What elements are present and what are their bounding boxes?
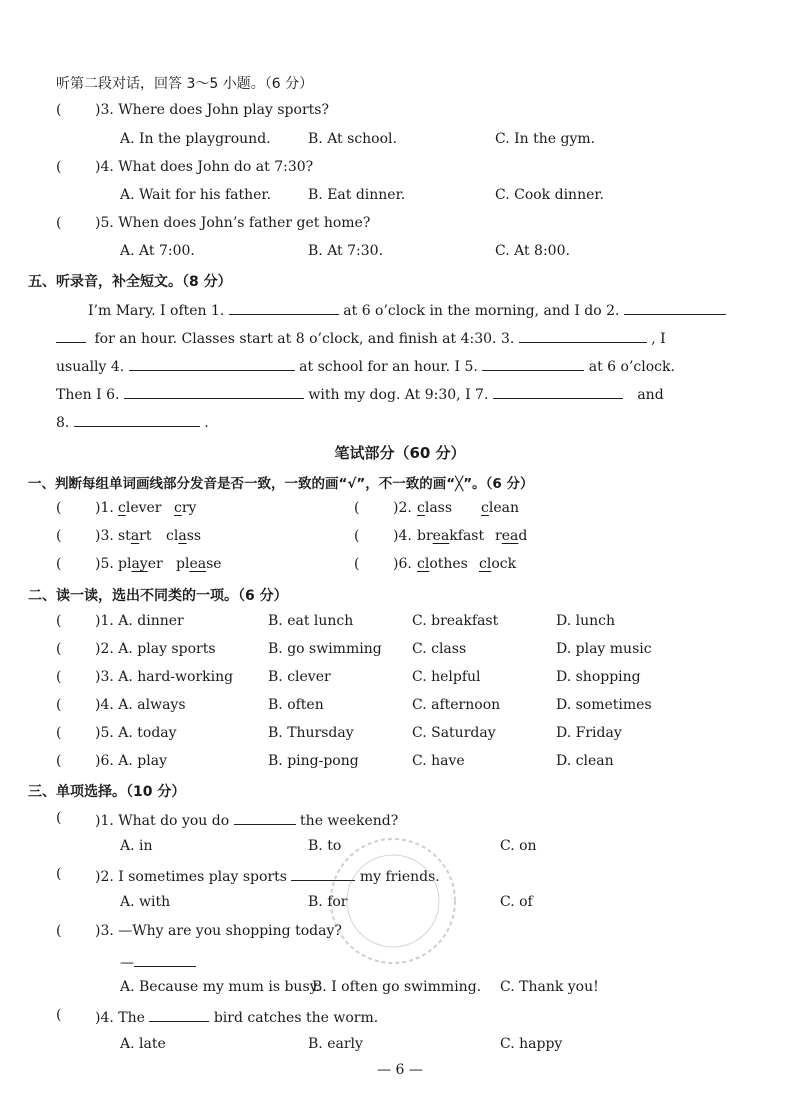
blank-8[interactable] <box>74 412 200 427</box>
passage-l2a: for an hour. Classes start at 8 o’clock, and finish at 4:30. 3. <box>94 331 515 347</box>
listening-part2-intro: 听第二段对话，回答 3～5 小题。（6 分） <box>56 76 314 92</box>
choice-q1-a: A. in <box>120 838 153 854</box>
classify-4-c: C. afternoon <box>412 697 501 713</box>
paren-l3: ( <box>56 102 62 118</box>
phonics-word-5a: player <box>118 556 163 572</box>
choice-q3-a: A. Because my mum is busy. <box>120 979 321 995</box>
passage-l3c: at 6 o’clock. <box>588 359 675 375</box>
blank-6[interactable] <box>124 384 304 399</box>
listening-q4-a: A. Wait for his father. <box>120 187 272 203</box>
choice-q4-blank[interactable] <box>149 1007 209 1022</box>
choice-q4: )4. The bird catches the worm. <box>95 1007 378 1026</box>
classify-2-b: B. go swimming <box>268 641 382 657</box>
blank-2-cont[interactable] <box>56 328 86 343</box>
passage-line1 <box>88 300 726 319</box>
passage-line2 <box>56 328 666 347</box>
classify-4-a: )4. A. always <box>95 697 186 713</box>
passage-line4 <box>56 384 664 403</box>
passage-l2b: , I <box>651 331 666 347</box>
listening-q4-b: B. Eat dinner. <box>308 187 406 203</box>
passage-l5a: 8. <box>56 415 70 431</box>
phonics-word-4b: read <box>495 528 528 544</box>
choice-q4-c: C. happy <box>500 1036 563 1052</box>
listening-q4: )4. What does John do at 7:30? <box>95 159 314 175</box>
classify-1-a: )1. A. dinner <box>95 613 184 629</box>
paren-l4: ( <box>56 159 62 175</box>
classify-1-c: C. breakfast <box>412 613 499 629</box>
classify-1-d: D. lunch <box>556 613 615 629</box>
phonics-num-1: )1. <box>95 500 114 516</box>
classify-3-b: B. clever <box>268 669 331 685</box>
watermark-stamp <box>318 826 468 976</box>
phonics-word-3b: class <box>166 528 202 544</box>
written-part-title: 笔试部分（60 分） <box>334 444 466 462</box>
paren-c6: ( <box>56 753 62 769</box>
classify-6-d: D. clean <box>556 753 614 769</box>
classify-6-b: B. ping-pong <box>268 753 359 769</box>
listening-q3-a: A. In the playground. <box>120 131 271 147</box>
paren-s2: ( <box>56 866 62 882</box>
page-number: — 6 — <box>377 1062 423 1078</box>
phonics-word-6a: clothes <box>417 556 468 572</box>
paren-p4: ( <box>354 528 360 544</box>
phonics-word-3a: start <box>118 528 152 544</box>
choice-q2-a: A. with <box>120 894 171 910</box>
classify-2-c: C. class <box>412 641 467 657</box>
paren-c3: ( <box>56 669 62 685</box>
classify-6-a: )6. A. play <box>95 753 167 769</box>
phonics-word-2a: class <box>417 500 453 516</box>
passage-l4c: and <box>637 387 664 403</box>
phonics-num-5: )5. <box>95 556 114 572</box>
passage-line3 <box>56 356 675 375</box>
classify-2-d: D. play music <box>556 641 652 657</box>
paren-c2: ( <box>56 641 62 657</box>
section5-title: 五、听录音，补全短文。（8 分） <box>28 274 232 290</box>
passage-l4b: with my dog. At 9:30, I 7. <box>308 387 489 403</box>
listening-q5-b: B. At 7:30. <box>308 243 384 259</box>
choice-q4-b: B. early <box>308 1036 363 1052</box>
paren-p1: ( <box>56 500 62 516</box>
paren-c5: ( <box>56 725 62 741</box>
paren-s4: ( <box>56 1007 62 1023</box>
choice-q4-a: A. late <box>120 1036 166 1052</box>
passage-l1a: I’m Mary. I often 1. <box>88 303 225 319</box>
classify-1-b: B. eat lunch <box>268 613 354 629</box>
blank-4[interactable] <box>129 356 295 371</box>
phonics-num-2: )2. <box>393 500 412 516</box>
phonics-word-1b: cry <box>174 500 197 516</box>
listening-q5: )5. When does John’s father get home? <box>95 215 371 231</box>
listening-q3: )3. Where does John play sports? <box>95 102 329 118</box>
paren-c1: ( <box>56 613 62 629</box>
paren-p2: ( <box>354 500 360 516</box>
phonics-word-4a: breakfast <box>417 528 485 544</box>
paren-p3: ( <box>56 528 62 544</box>
listening-q3-c: C. In the gym. <box>495 131 596 147</box>
blank-5[interactable] <box>482 356 584 371</box>
classify-5-d: D. Friday <box>556 725 622 741</box>
passage-l1b: at 6 o’clock in the morning, and I do 2. <box>343 303 620 319</box>
section1-title: 一、判断每组单词画线部分发音是否一致，一致的画“√”，不一致的画“╳”。（6 分） <box>28 476 534 492</box>
classify-2-a: )2. A. play sports <box>95 641 216 657</box>
choice-q1-c: C. on <box>500 838 537 854</box>
blank-7[interactable] <box>493 384 623 399</box>
listening-q4-c: C. Cook dinner. <box>495 187 604 203</box>
passage-l3a: usually 4. <box>56 359 125 375</box>
choice-q2: )2. I sometimes play sports my friends. <box>95 866 440 885</box>
classify-4-d: D. sometimes <box>556 697 652 713</box>
section3-title: 三、单项选择。（10 分） <box>28 784 186 800</box>
passage-l3b: at school for an hour. I 5. <box>299 359 478 375</box>
paren-p6: ( <box>354 556 360 572</box>
passage-l5b: . <box>204 415 209 431</box>
paren-s1: ( <box>56 810 62 826</box>
classify-3-d: D. shopping <box>556 669 641 685</box>
listening-q3-b: B. At school. <box>308 131 397 147</box>
phonics-word-5b: please <box>176 556 222 572</box>
paren-l5: ( <box>56 215 62 231</box>
classify-4-b: B. often <box>268 697 324 713</box>
phonics-num-6: )6. <box>393 556 412 572</box>
blank-2[interactable] <box>624 300 726 315</box>
listening-q5-a: A. At 7:00. <box>120 243 195 259</box>
paren-p5: ( <box>56 556 62 572</box>
choice-q1-b: B. to <box>308 838 342 854</box>
choice-q1-blank[interactable] <box>234 810 296 825</box>
choice-q2-c: C. of <box>500 894 533 910</box>
paren-s3: ( <box>56 923 62 939</box>
phonics-word-1a: clever <box>118 500 162 516</box>
classify-5-b: B. Thursday <box>268 725 354 741</box>
passage-line5 <box>56 412 209 431</box>
classify-3-a: )3. A. hard-working <box>95 669 234 685</box>
choice-q3-answer: — <box>120 952 196 971</box>
blank-3[interactable] <box>519 328 647 343</box>
choice-q3-blank[interactable] <box>134 952 196 967</box>
section2-title: 二、读一读，选出不同类的一项。（6 分） <box>28 588 288 604</box>
choice-q3-b: B. I often go swimming. <box>312 979 482 995</box>
phonics-num-3: )3. <box>95 528 114 544</box>
choice-q3-c: C. Thank you! <box>500 979 599 995</box>
passage-l4a: Then I 6. <box>56 387 120 403</box>
classify-6-c: C. have <box>412 753 465 769</box>
classify-5-c: C. Saturday <box>412 725 496 741</box>
classify-5-a: )5. A. today <box>95 725 177 741</box>
choice-q1: )1. What do you do the weekend? <box>95 810 398 829</box>
choice-q3: )3. —Why are you shopping today? <box>95 923 342 939</box>
choice-q2-b: B. for <box>308 894 348 910</box>
phonics-word-2b: clean <box>481 500 519 516</box>
listening-q5-c: C. At 8:00. <box>495 243 570 259</box>
phonics-word-6b: clock <box>479 556 517 572</box>
phonics-num-4: )4. <box>393 528 412 544</box>
paren-c4: ( <box>56 697 62 713</box>
blank-1[interactable] <box>229 300 339 315</box>
classify-3-c: C. helpful <box>412 669 481 685</box>
